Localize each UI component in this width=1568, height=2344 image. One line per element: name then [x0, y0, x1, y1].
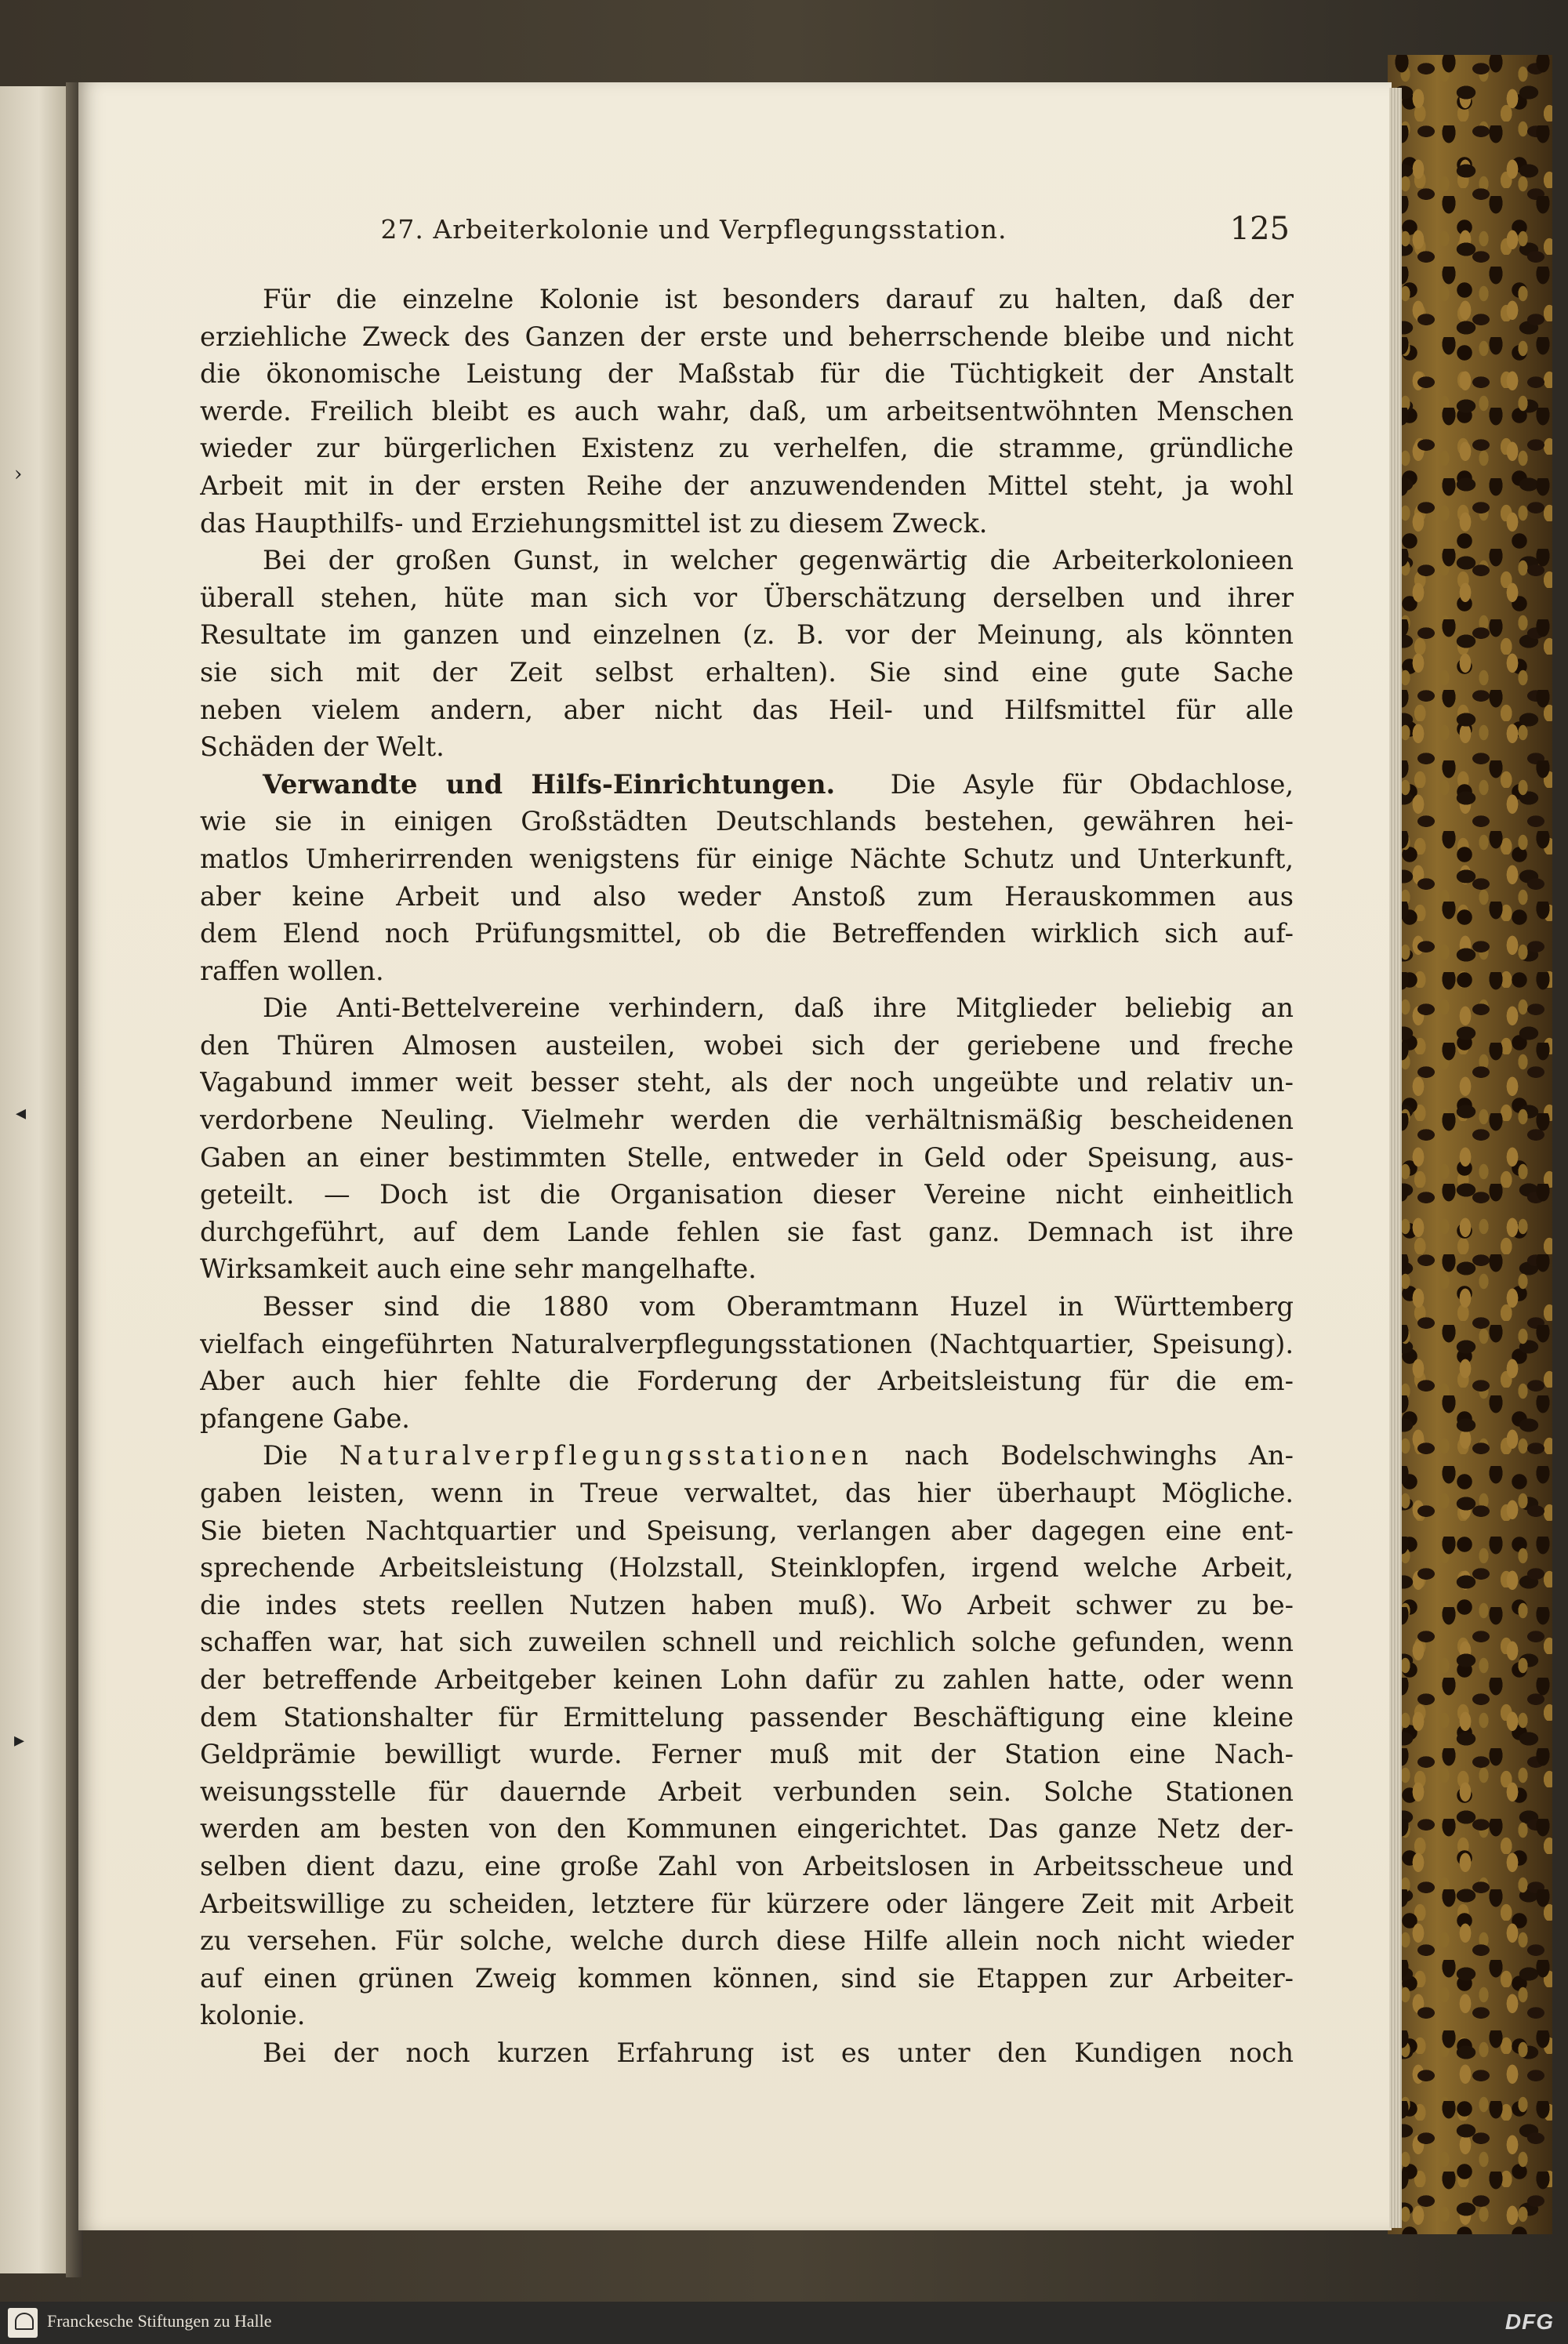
- text-line: neben vielem andern, aber nicht das Heil- und Hilfsmittel für alle: [200, 694, 1294, 725]
- book-page: [14, 82, 1392, 2230]
- text-line: aber keine Arbeit und also weder Anstoß zum Herauskommen aus: [200, 880, 1294, 912]
- text-line: schaffen war, hat sich zuweilen schnell und reichlich solche gefunden, wenn: [200, 1627, 1294, 1658]
- section-heading: Verwandte und Hilfs-Einrichtungen.: [263, 767, 836, 800]
- institution-name: Franckesche Stiftungen zu Halle: [47, 2311, 272, 2331]
- text-line: kolonie.: [200, 2000, 306, 2031]
- text-line: matlos Umherirrenden wenigstens für einige Nächte Schutz und Unterkunft,: [200, 843, 1294, 874]
- text-line: überall stehen, hüte man sich vor Überschätzung derselben und ihrer: [200, 582, 1294, 613]
- text-span: Die: [263, 1440, 308, 1471]
- text-line: Schäden der Welt.: [200, 731, 445, 763]
- text-line: Bei der noch kurzen Erfahrung ist es unter den Kundigen noch: [263, 2037, 1294, 2068]
- text-line: das Haupthilfs- und Erziehungsmittel ist zu diesem Zweck.: [200, 507, 988, 539]
- text-line: Für die einzelne Kolonie ist besonders darauf zu halten, daß der: [263, 284, 1294, 314]
- text-line: Resultate im ganzen und einzelnen (z. B. vor der Meinung, als könnten: [200, 619, 1294, 651]
- margin-mark: ◂: [16, 1101, 27, 1125]
- text-line: die ökonomische Leistung der Maßstab für die Tüchtigkeit der Anstalt: [200, 358, 1294, 390]
- text-line: auf einen grünen Zweig kommen können, sind sie Etappen zur Arbeiter-: [200, 1962, 1294, 1994]
- text-line: den Thüren Almosen austeilen, wobei sich der geriebene und freche: [200, 1029, 1294, 1061]
- text-line: durchgeführt, auf dem Lande fehlen sie fast ganz. Demnach ist ihre: [200, 1216, 1294, 1247]
- text-line: gaben leisten, wenn in Treue verwaltet, das hier überhaupt Mögliche.: [200, 1478, 1294, 1508]
- text-line: [200, 766, 1294, 804]
- text-line: [200, 1437, 1294, 1475]
- text-line: werde. Freilich bleibt es auch wahr, daß, um arbeitsentwöhnten Menschen: [200, 395, 1294, 426]
- text-line: Besser sind die 1880 vom Oberamtmann Huzel in Württemberg: [263, 1291, 1294, 1323]
- text-line: weisungsstelle für dauernde Arbeit verbunden sein. Solche Stationen: [200, 1776, 1294, 1807]
- margin-mark: ▸: [14, 1729, 25, 1752]
- text-line: Gaben an einer bestimmten Stelle, entweder in Geld oder Speisung, aus-: [200, 1141, 1294, 1173]
- text-line: wieder zur bürgerlichen Existenz zu verhelfen, die stramme, gründliche: [200, 433, 1294, 464]
- text-line: Vagabund immer weit besser steht, als der noch ungeübte und relativ un-: [200, 1067, 1294, 1098]
- page-edges: [1389, 88, 1402, 2228]
- text-line: Sie bieten Nachtquartier und Speisung, verlangen aber dagegen eine ent-: [200, 1515, 1294, 1546]
- text-line: die indes stets reellen Nutzen haben muß). Wo Arbeit schwer zu be-: [200, 1589, 1294, 1620]
- left-page-edge: [0, 86, 71, 2273]
- text-line: werden am besten von den Kommunen eingerichtet. Das ganze Netz der-: [200, 1813, 1294, 1845]
- text-line: pfangene Gabe.: [200, 1402, 410, 1434]
- text-line: Aber auch hier fehlte die Forderung der Arbeitsleistung für die em-: [200, 1366, 1294, 1397]
- text-line: raffen wollen.: [200, 955, 384, 986]
- text-line: Arbeitswillige zu scheiden, letztere für kürzere oder längere Zeit mit Arbeit: [200, 1888, 1294, 1919]
- dfg-logo: DFG: [1504, 2310, 1554, 2334]
- text-line: Arbeit mit in der ersten Reihe der anzuwendenden Mittel steht, ja wohl: [200, 470, 1294, 501]
- chapter-title: 27. Arbeiterkolonie und Verpflegungsstation.: [380, 214, 1007, 245]
- page-number: 125: [1229, 211, 1290, 247]
- text-line: erziehliche Zweck des Ganzen der erste und beherrschende bleibe und nicht: [200, 321, 1294, 352]
- marbled-cover: [1388, 55, 1552, 2234]
- text-line: dem Elend noch Prüfungsmittel, ob die Betreffenden wirklich sich auf-: [200, 918, 1294, 949]
- text-line: Bei der großen Gunst, in welcher gegenwärtig die Arbeiterkolonieen: [263, 545, 1294, 576]
- text-line: der betreffende Arbeitgeber keinen Lohn dafür zu zahlen hatte, oder wenn: [200, 1664, 1294, 1695]
- text-line: verdorbene Neuling. Vielmehr werden die verhältnismäßig bescheidenen: [200, 1105, 1294, 1136]
- text-line: Wirksamkeit auch eine sehr mangelhafte.: [200, 1254, 757, 1285]
- text-line: dem Stationshalter für Ermittelung passender Beschäftigung eine kleine: [200, 1701, 1294, 1733]
- text-span: nach Bodelschwinghs An-: [904, 1440, 1294, 1471]
- text-line: geteilt. — Doch ist die Organisation dieser Vereine nicht einheitlich: [200, 1179, 1294, 1210]
- text-line: sie sich mit der Zeit selbst erhalten). Sie sind eine gute Sache: [200, 656, 1294, 688]
- text-line: wie sie in einigen Großstädten Deutschlands bestehen, gewähren hei-: [200, 806, 1294, 837]
- footer-bar: [0, 2302, 1568, 2344]
- text-line: sprechende Arbeitsleistung (Holzstall, Steinklopfen, irgend welche Arbeit,: [200, 1552, 1294, 1584]
- text-line: selben dient dazu, eine große Zahl von Arbeitslosen in Arbeitsscheue und: [200, 1850, 1294, 1881]
- text-line: Geldprämie bewilligt wurde. Ferner muß mit der Station eine Nach-: [200, 1739, 1294, 1770]
- running-head: [208, 211, 1290, 252]
- text-line: zu versehen. Für solche, welche durch diese Hilfe allein noch nicht wieder: [200, 1925, 1294, 1957]
- spaced-term: Naturalverpflegungsstationen: [339, 1440, 873, 1471]
- body-text: [200, 281, 1294, 2072]
- institution-logo-icon: [8, 2308, 38, 2338]
- margin-mark: ›: [14, 463, 23, 486]
- text-span: Die Asyle für Obdachlose,: [890, 768, 1294, 800]
- text-line: Die Anti-Bettelvereine verhindern, daß ihre Mitglieder beliebig an: [263, 992, 1294, 1024]
- text-line: vielfach eingeführten Naturalverpflegungsstationen (Nachtquartier, Speisung).: [200, 1328, 1294, 1359]
